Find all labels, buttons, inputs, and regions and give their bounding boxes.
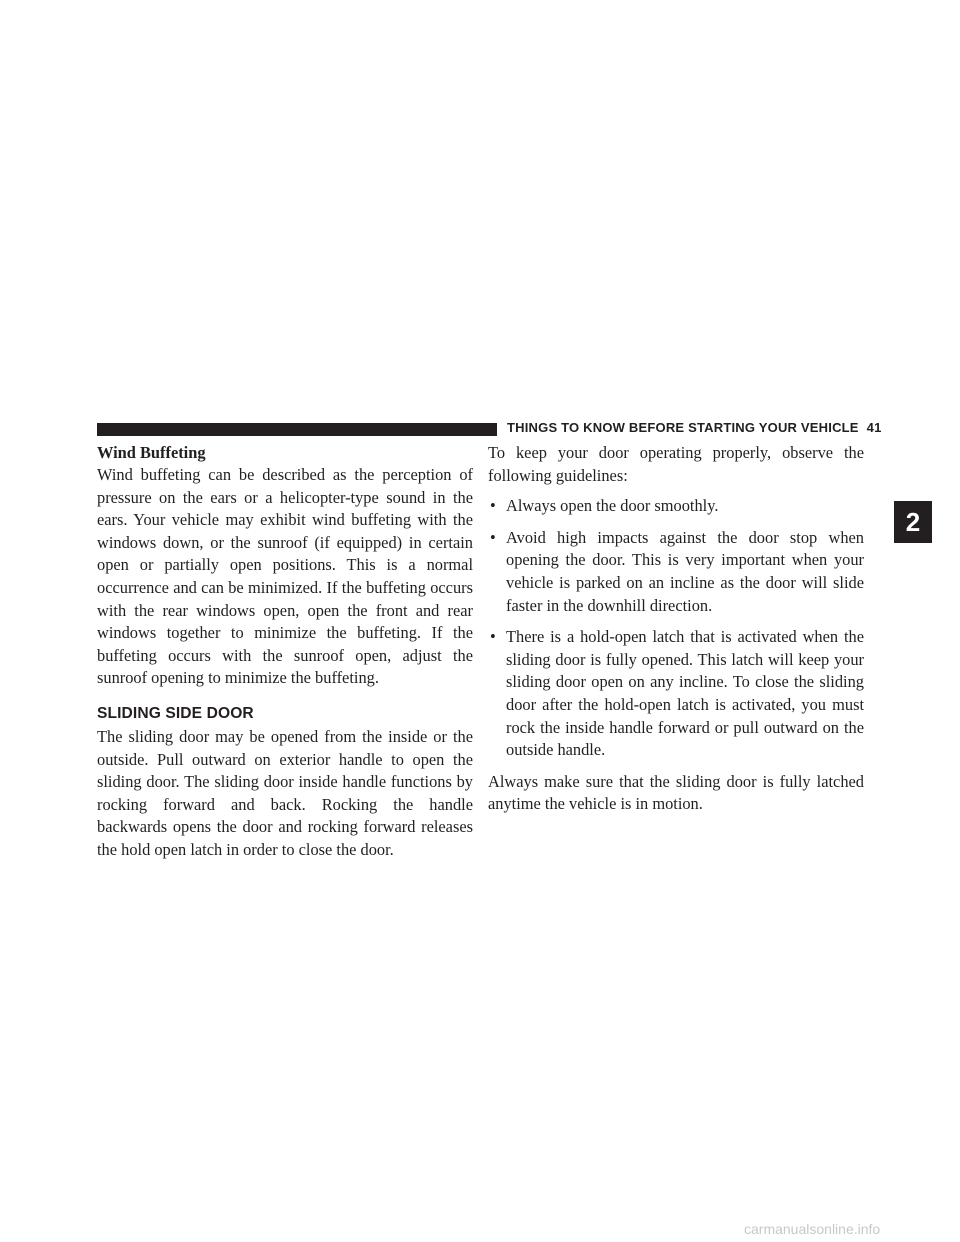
sliding-door-paragraph: The sliding door may be opened from the inside or the outside. Pull outward on exterior handle to open the sliding door. The sliding door inside handle functions by rocking forward and back. Rocking the handle backwards opens the door and rocking forward releases the hold open latch in order to close the door.	[97, 726, 473, 859]
header-section-title: THINGS TO KNOW BEFORE STARTING YOUR VEHICLE	[507, 420, 859, 435]
chapter-tab: 2	[894, 501, 932, 543]
guidelines-list	[488, 495, 864, 762]
sliding-side-door-heading: SLIDING SIDE DOOR	[97, 704, 254, 722]
closing-paragraph: Always make sure that the sliding door is fully latched anytime the vehicle is in motion.	[488, 771, 864, 814]
bullet-icon: •	[490, 627, 496, 647]
page-number: 41	[866, 420, 882, 435]
wind-buffeting-paragraph: Wind buffeting can be described as the perception of pressure on the ears or a helicopter-type sound in the ears. Your vehicle may exhibit wind buffeting with the windows down, or the sunroof (if equipped) in certain open or partially open positions. This is a normal occurrence and can be minimized. If the buffeting occurs with the rear windows open, open the front and rear windows together to minimize the buffeting. If the buffeting occurs with the sunroof open, adjust the sunroof opening to minimize the buffeting.	[97, 465, 473, 688]
list-item: • Avoid high impacts against the door stop when opening the door. This is very important when your vehicle is parked on an incline as the door will slide faster in the downhill direction.	[490, 527, 864, 615]
running-header	[507, 420, 882, 435]
list-item: • There is a hold-open latch that is activated when the sliding door is fully opened. This latch will keep your sliding door open on any incline. To close the sliding door after the hold-open latch is activated, you must rock the inside handle forward or pull outward on the outside handle.	[490, 627, 864, 760]
guidelines-intro: To keep your door operating properly, observe the following guidelines:	[488, 443, 864, 485]
right-column	[488, 442, 864, 816]
header-rule	[97, 423, 497, 436]
watermark: carmanualsonline.info	[744, 1221, 881, 1237]
wind-buffeting-heading: Wind Buffeting	[97, 443, 206, 462]
bullet-icon: •	[490, 527, 496, 547]
left-column	[97, 442, 473, 862]
bullet-icon: •	[490, 496, 496, 516]
list-item: • Always open the door smoothly.	[488, 495, 864, 518]
